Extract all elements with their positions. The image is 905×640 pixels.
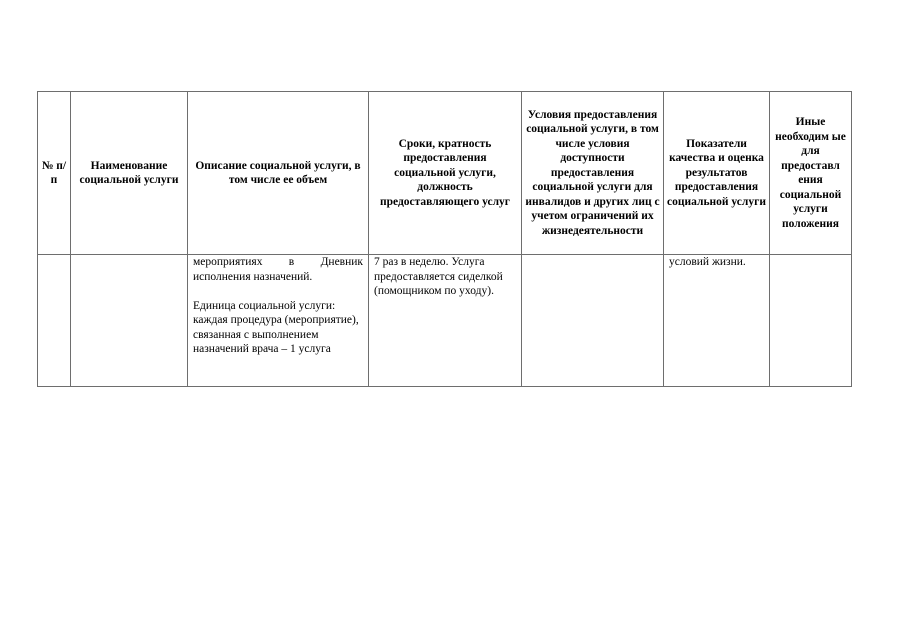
header-service-name: Наименование социальной услуги	[71, 92, 188, 255]
description-spacer	[193, 284, 363, 299]
services-table	[37, 91, 852, 387]
table-row	[38, 255, 852, 387]
cell-conditions	[522, 255, 664, 387]
cell-terms: 7 раз в неделю. Услуга предоставляется сиделкой (помощником по уходу).	[369, 255, 522, 387]
header-description: Описание социальной услуги, в том числе ее объем	[188, 92, 369, 255]
cell-quality: условий жизни.	[664, 255, 770, 387]
cell-description	[188, 255, 369, 387]
cell-other	[770, 255, 852, 387]
header-other: Иные необходим ые для предоставл ения социальной услуги положения	[770, 92, 852, 255]
description-unit: Единица социальной услуги: каждая процедура (мероприятие), связанная с выполнением назначений врача – 1 услуга	[193, 299, 359, 355]
table-header-row	[38, 92, 852, 255]
header-terms: Сроки, кратность предоставления социальной услуги, должность предоставляющего услуг	[369, 92, 522, 255]
cell-number	[38, 255, 71, 387]
cell-service-name	[71, 255, 188, 387]
header-number: № п/п	[38, 92, 71, 255]
header-quality: Показатели качества и оценка результатов предоставления социальной услуги	[664, 92, 770, 255]
description-line-1: мероприятиях в Дневник	[193, 256, 363, 268]
header-conditions: Условия предоставления социальной услуги, в том числе условия доступности предоставления социальной услуги для инвалидов и других лиц с учетом ограничений их жизнедеятельности	[522, 92, 664, 255]
description-line-2: исполнения назначений.	[193, 270, 313, 283]
